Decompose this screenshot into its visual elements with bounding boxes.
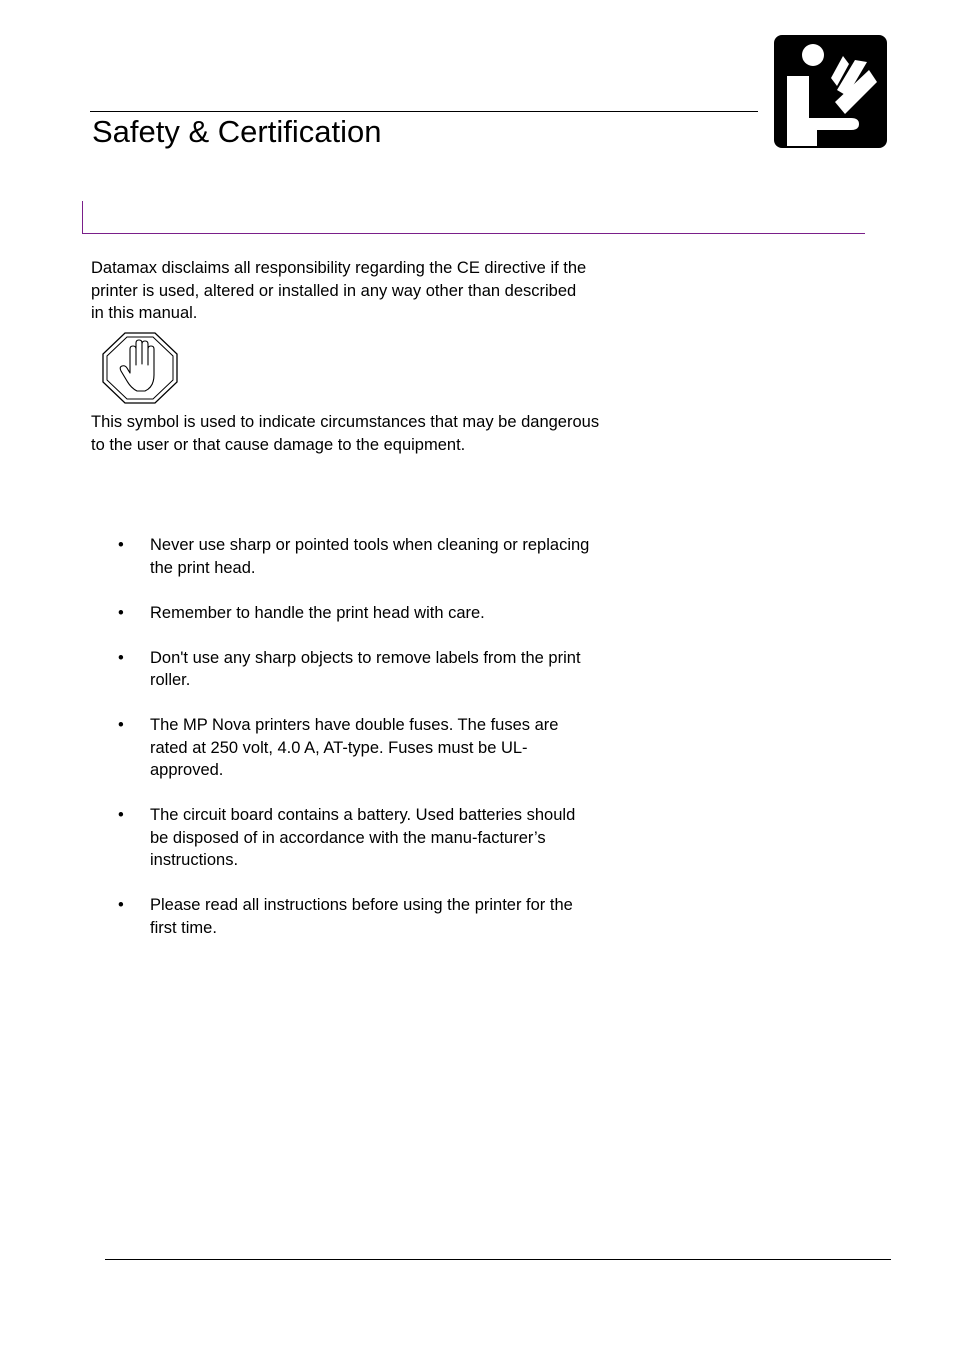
bullet-marker: • (118, 716, 124, 734)
list-item (118, 894, 598, 939)
bullet-marker: • (118, 806, 124, 824)
list-item (118, 804, 598, 872)
safety-bullet-list (118, 534, 598, 962)
header-rule (90, 111, 758, 112)
ce-disclaimer-paragraph: Datamax disclaims all responsibility regarding the CE directive if the printer is used, altered or installed in any way other than described in this manual. (91, 259, 587, 322)
bullet-marker: • (118, 648, 124, 667)
list-item (118, 647, 598, 692)
footer-rule (105, 1259, 891, 1260)
list-item (118, 714, 598, 782)
manual-reader-icon (773, 34, 888, 149)
bullet-marker: • (118, 536, 124, 554)
list-item-text: The circuit board contains a battery. Used batteries should be disposed of in accordance with the manu-facturer’s instructions. (150, 806, 576, 869)
list-item-text: The MP Nova printers have double fuses. The fuses are rated at 250 volt, 4.0 A, AT-type. Fuses must be UL-approved. (150, 716, 559, 779)
list-item-text: Remember to handle the print head with care. (150, 603, 485, 622)
page-title: Safety & Certification (92, 114, 382, 149)
stop-hand-icon (101, 331, 179, 405)
list-item-text: Please read all instructions before using the printer for the first time. (150, 896, 573, 937)
bullet-marker: • (118, 603, 124, 622)
list-item (118, 602, 598, 625)
section-heading-bracket (82, 201, 865, 234)
list-item (118, 534, 598, 579)
bullet-marker: • (118, 896, 124, 914)
list-item-text: Don't use any sharp objects to remove labels from the print roller. (150, 648, 581, 689)
list-item-text: Never use sharp or pointed tools when cleaning or replacing the print head. (150, 536, 590, 577)
symbol-explanation-paragraph: This symbol is used to indicate circumstances that may be dangerous to the user or that cause damage to the equipment. (91, 413, 600, 454)
